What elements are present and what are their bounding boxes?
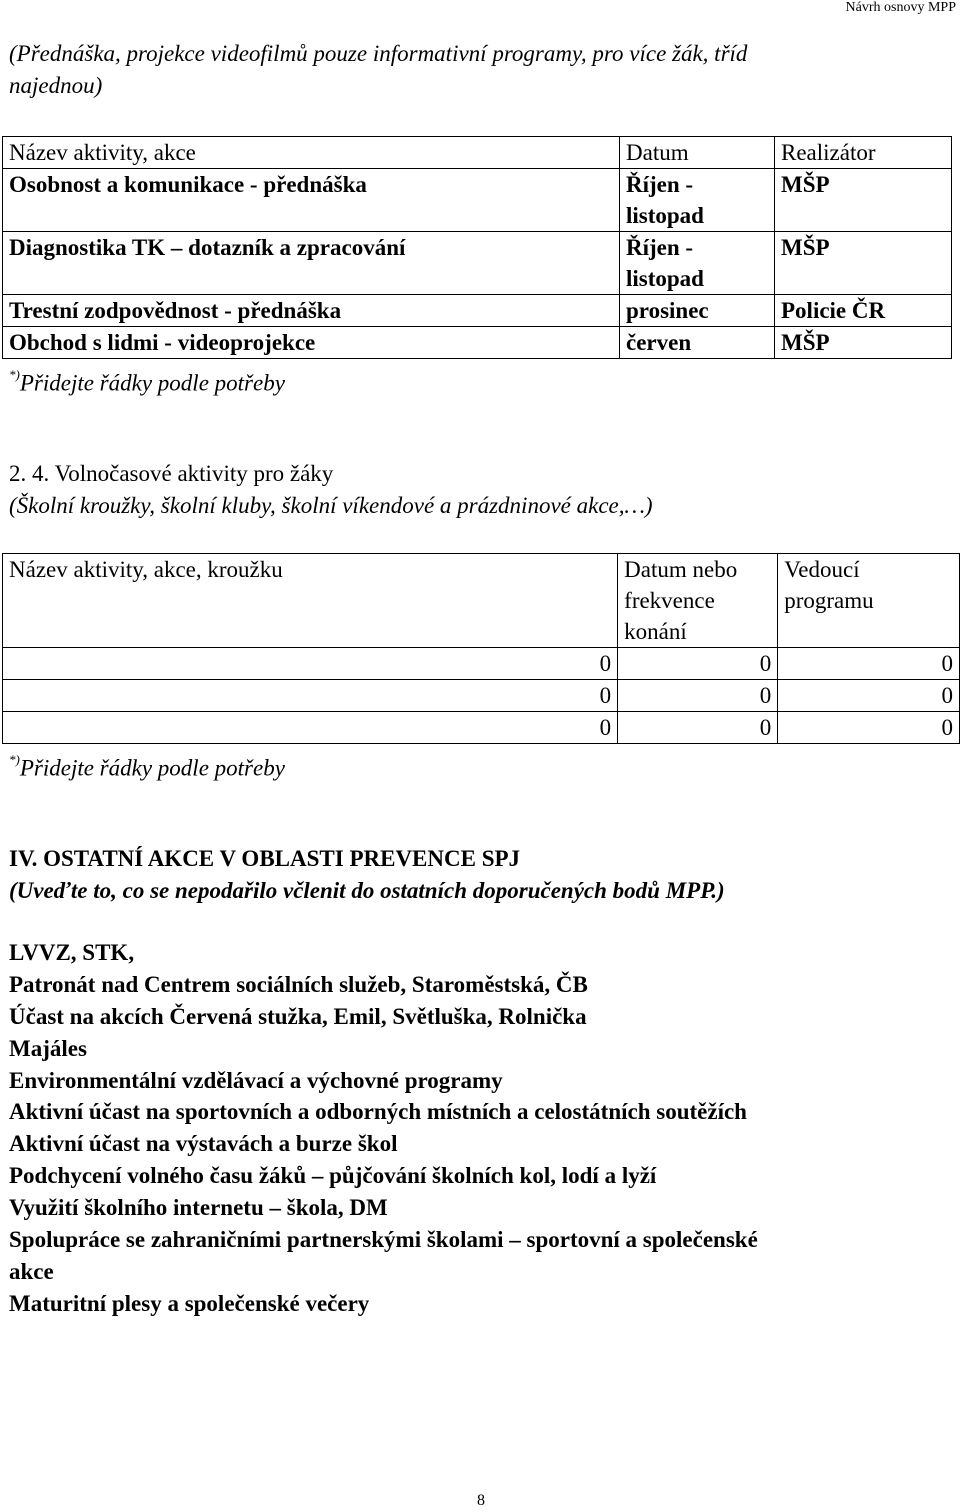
header-date-line: Datum nebo <box>624 557 738 582</box>
section-title: Volnočasové aktivity pro žáky <box>54 461 334 486</box>
note-text: Přidejte řádky podle potřeby <box>19 755 285 781</box>
cell-date <box>620 232 775 295</box>
cell-date-line: Říjen - <box>626 235 694 260</box>
table-row <box>3 169 952 232</box>
cell-org: MŠP <box>775 232 952 295</box>
header-date-line: konání <box>624 619 687 644</box>
cell-date-line: listopad <box>626 203 704 228</box>
cell-name: Obchod s lidmi - videoprojekce <box>3 327 620 359</box>
table-row <box>3 712 960 744</box>
list-item: LVVZ, STK, <box>9 940 135 965</box>
table-row <box>3 680 960 712</box>
cell-lead: 0 <box>778 712 960 744</box>
list-item: Účast na akcích Červená stužka, Emil, Světluška, Rolnička <box>9 1004 587 1029</box>
free-time-table <box>2 553 960 744</box>
list-item: Maturitní plesy a společenské večery <box>9 1291 370 1316</box>
list-item: akce <box>9 1259 54 1284</box>
list-item: Spolupráce se zahraničními partnerskými školami – sportovní a společenské <box>9 1227 758 1252</box>
cell-name: Trestní zodpovědnost - přednáška <box>3 295 620 327</box>
cell-name: 0 <box>3 680 618 712</box>
cell-date: 0 <box>618 680 778 712</box>
list-item: Podchycení volného času žáků – půjčování školních kol, lodí a lyží <box>9 1163 657 1188</box>
table-row <box>3 232 952 295</box>
header-name: Název aktivity, akce, kroužku <box>3 554 618 648</box>
header-date: Datum <box>620 137 775 169</box>
cell-date-line: listopad <box>626 266 704 291</box>
list-item: Aktivní účast na výstavách a burze škol <box>9 1131 398 1156</box>
intro-text <box>9 38 954 102</box>
cell-name: Diagnostika TK – dotazník a zpracování <box>3 232 620 295</box>
table-row <box>3 295 952 327</box>
add-rows-note <box>9 363 285 399</box>
header-lead-line: programu <box>784 588 874 613</box>
cell-date <box>620 169 775 232</box>
cell-lead: 0 <box>778 648 960 680</box>
section-iv <box>9 843 954 907</box>
header-name: Název aktivity, akce <box>3 137 620 169</box>
cell-org: MŠP <box>775 169 952 232</box>
section-2-4 <box>9 458 954 522</box>
page-header: Návrh osnovy MPP <box>845 0 956 15</box>
table-header-row <box>3 137 952 169</box>
table-row <box>3 327 952 359</box>
section-iv-title: IV. OSTATNÍ AKCE V OBLASTI PREVENCE SPJ <box>9 846 521 871</box>
table-row <box>3 648 960 680</box>
list-item: Majáles <box>9 1036 87 1061</box>
cell-date-line: Říjen - <box>626 172 694 197</box>
cell-org: Policie ČR <box>775 295 952 327</box>
header-org: Realizátor <box>775 137 952 169</box>
note-mark: *) <box>9 752 20 767</box>
cell-lead: 0 <box>778 680 960 712</box>
cell-org: MŠP <box>775 327 952 359</box>
header-lead <box>778 554 960 648</box>
note-mark: *) <box>9 367 20 382</box>
list-item: Aktivní účast na sportovních a odborných místních a celostátních soutěžích <box>9 1099 747 1124</box>
section-iv-subtitle: (Uveďte to, co se nepodařilo včlenit do ostatních doporučených bodů MPP.) <box>9 878 725 903</box>
cell-date: 0 <box>618 648 778 680</box>
header-lead-line: Vedoucí <box>784 557 860 582</box>
intro-line-2: najednou) <box>9 73 103 98</box>
cell-date: 0 <box>618 712 778 744</box>
cell-name: Osobnost a komunikace - přednáška <box>3 169 620 232</box>
page-number: 8 <box>477 1492 485 1509</box>
section-2-4-title <box>9 458 954 490</box>
header-date <box>618 554 778 648</box>
note-text: Přidejte řádky podle potřeby <box>19 370 285 396</box>
list-item: Patronát nad Centrem sociálních služeb, Staroměstská, ČB <box>9 972 588 997</box>
table-header-row <box>3 554 960 648</box>
activities-table <box>2 136 952 359</box>
add-rows-note <box>9 748 285 784</box>
cell-name: 0 <box>3 648 618 680</box>
list-item: Využití školního internetu – škola, DM <box>9 1195 388 1220</box>
section-2-4-subtitle: (Školní kroužky, školní kluby, školní víkendové a prázdninové akce,…) <box>9 493 653 518</box>
cell-date: prosinec <box>620 295 775 327</box>
header-date-line: frekvence <box>624 588 715 613</box>
section-number: 2. 4. <box>9 461 50 486</box>
cell-date: červen <box>620 327 775 359</box>
cell-name: 0 <box>3 712 618 744</box>
intro-line-1: (Přednáška, projekce videofilmů pouze informativní programy, pro více žák, tříd <box>9 41 748 66</box>
list-item: Environmentální vzdělávací a výchovné programy <box>9 1068 503 1093</box>
